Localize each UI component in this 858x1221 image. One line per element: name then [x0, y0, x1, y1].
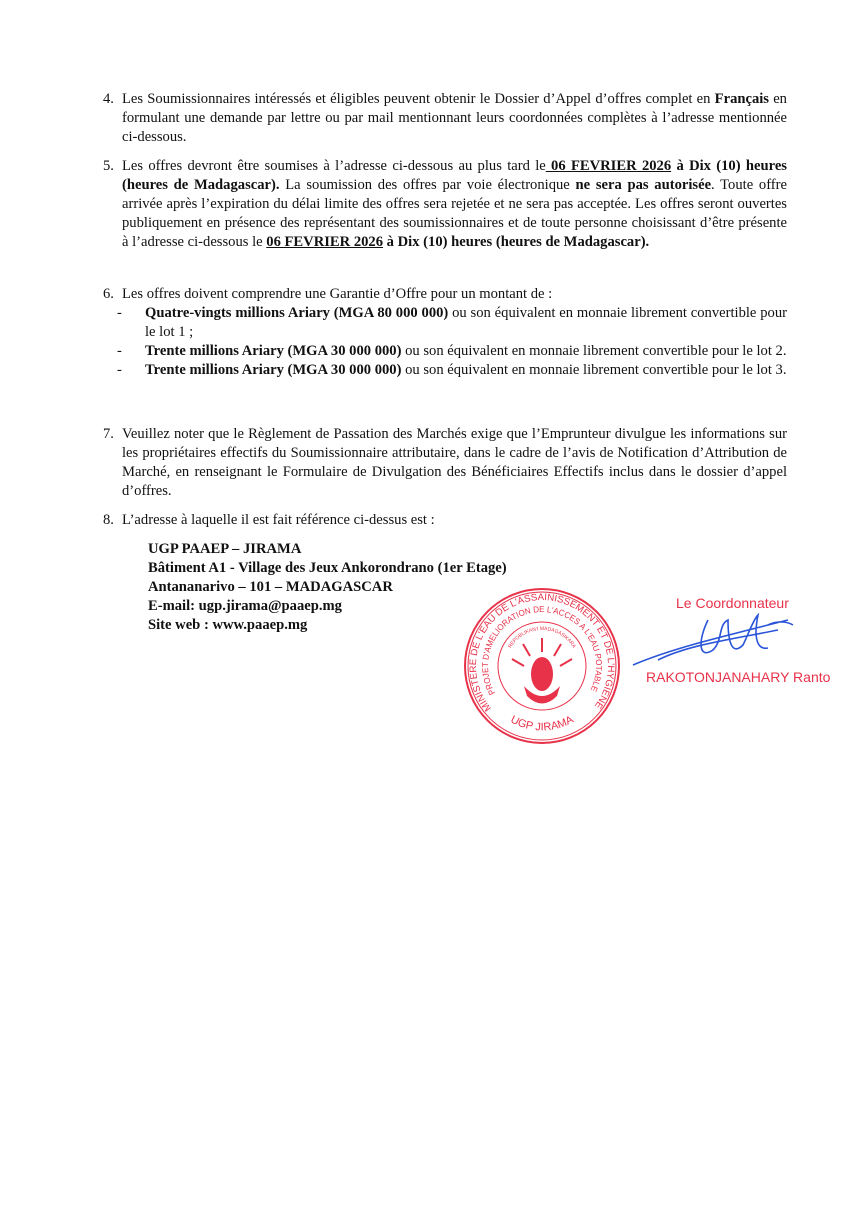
dash: -: [117, 343, 122, 359]
text: Les offres doivent comprendre une Garantie d’Offre pour un montant de :: [122, 286, 553, 302]
text: L’adresse à laquelle il est fait référence ci-dessus est :: [122, 512, 435, 528]
text: . Toute offre arrivée après l’expiration du délai limite des offres sera rejetée et ne sera pas acceptée. Les offres seront ouvertes publiquement en présence des représentant des soumissionnaires et de toute personne choisissant d’être présente à l’adresse ci-dessous le: [122, 177, 787, 250]
opening-time: à Dix (10) heures (heures de Madagascar).: [383, 234, 650, 250]
address-email: E-mail: ugp.jirama@paaep.mg: [148, 598, 342, 614]
amount: Trente millions Ariary (MGA 30 000 000): [145, 343, 402, 359]
guarantee-lot-3: [117, 361, 787, 380]
handwritten-signature: [628, 610, 798, 670]
signatory-title: Le Coordonnateur: [676, 595, 789, 611]
paragraph-6: [103, 285, 787, 380]
signatory-name: RAKOTONJANAHARY Ranto: [646, 669, 831, 685]
stamp-inner-text: PROJET D'AMELIORATION DE L'ACCES A L'EAU POTABLE: [479, 604, 605, 697]
deadline-time: à Dix (10) heures (heures de Madagascar).: [122, 158, 787, 193]
item-number: 7.: [103, 426, 114, 442]
item-number: 4.: [103, 91, 114, 107]
opening-date: 06 FEVRIER 2026: [266, 234, 384, 250]
text: ou son équivalent en monnaie librement convertible pour le lot 3.: [401, 362, 787, 378]
amount: Quatre-vingts millions Ariary (MGA 80 000 000): [145, 305, 449, 321]
address-website: Site web : www.paaep.mg: [148, 617, 308, 633]
guarantee-lot-1: [117, 304, 787, 342]
paragraph-5: [103, 157, 787, 252]
official-stamp: [462, 586, 622, 746]
item-number: 6.: [103, 286, 114, 302]
text: ou son équivalent en monnaie librement convertible pour le lot 1 ;: [145, 305, 787, 340]
stamp-republic-text: REPOBLIKAN'I MADAGASIKARA: [507, 625, 577, 650]
address-org: UGP PAAEP – JIRAMA: [148, 541, 302, 557]
paragraph-8: [103, 511, 787, 530]
text: Les Soumissionnaires intéressés et éligibles peuvent obtenir le Dossier d’Appel d’offres complet en: [122, 91, 715, 107]
address-building: Bâtiment A1 - Village des Jeux Ankorondrano (1er Etage): [148, 560, 507, 576]
dash: -: [117, 305, 122, 321]
text: ou son équivalent en monnaie librement convertible pour le lot 2.: [401, 343, 787, 359]
paragraph-7: [103, 425, 787, 501]
text: Veuillez noter que le Règlement de Passation des Marchés exige que l’Emprunteur divulgue les informations sur les propriétaires effectifs du Soumissionnaire attributaire, dans le cadre de l’avis de Notification d’Attribution de Marché, en renseignant le Formulaire de Divulgation des Bénéficiaires Effectifs inclus dans le dossier d’appel d’offres.: [122, 426, 787, 499]
text: La soumission des offres par voie électronique: [279, 177, 576, 193]
text: Les offres devront être soumises à l’adresse ci-dessous au plus tard le: [122, 158, 546, 174]
text: en formulant une demande par lettre ou par mail mentionnant leurs coordonnées complètes à l’adresse mentionnée ci-dessous.: [122, 91, 787, 145]
item-number: 5.: [103, 158, 114, 174]
deadline-date: 06 FEVRIER 2026: [545, 158, 672, 174]
item-number: 8.: [103, 512, 114, 528]
amount: Trente millions Ariary (MGA 30 000 000): [145, 362, 402, 378]
guarantee-lot-2: [117, 342, 787, 361]
paragraph-4: [103, 90, 787, 147]
address-city: Antananarivo – 101 – MADAGASCAR: [148, 579, 393, 595]
emblem-icon: [512, 638, 572, 704]
bold-text: ne sera pas autorisée: [575, 177, 712, 193]
address-block: [148, 540, 507, 635]
dash: -: [117, 362, 122, 378]
stamp-bottom-text: UGP JIRAMA: [508, 713, 576, 734]
stamp-outer-text: MINISTERE DE L'EAU DE L'ASSAINISSEMENT ET DE L'HYGIENE: [467, 591, 617, 714]
bold-text: Français: [714, 91, 769, 107]
svg-text:UGP JIRAMA: [509, 713, 577, 733]
